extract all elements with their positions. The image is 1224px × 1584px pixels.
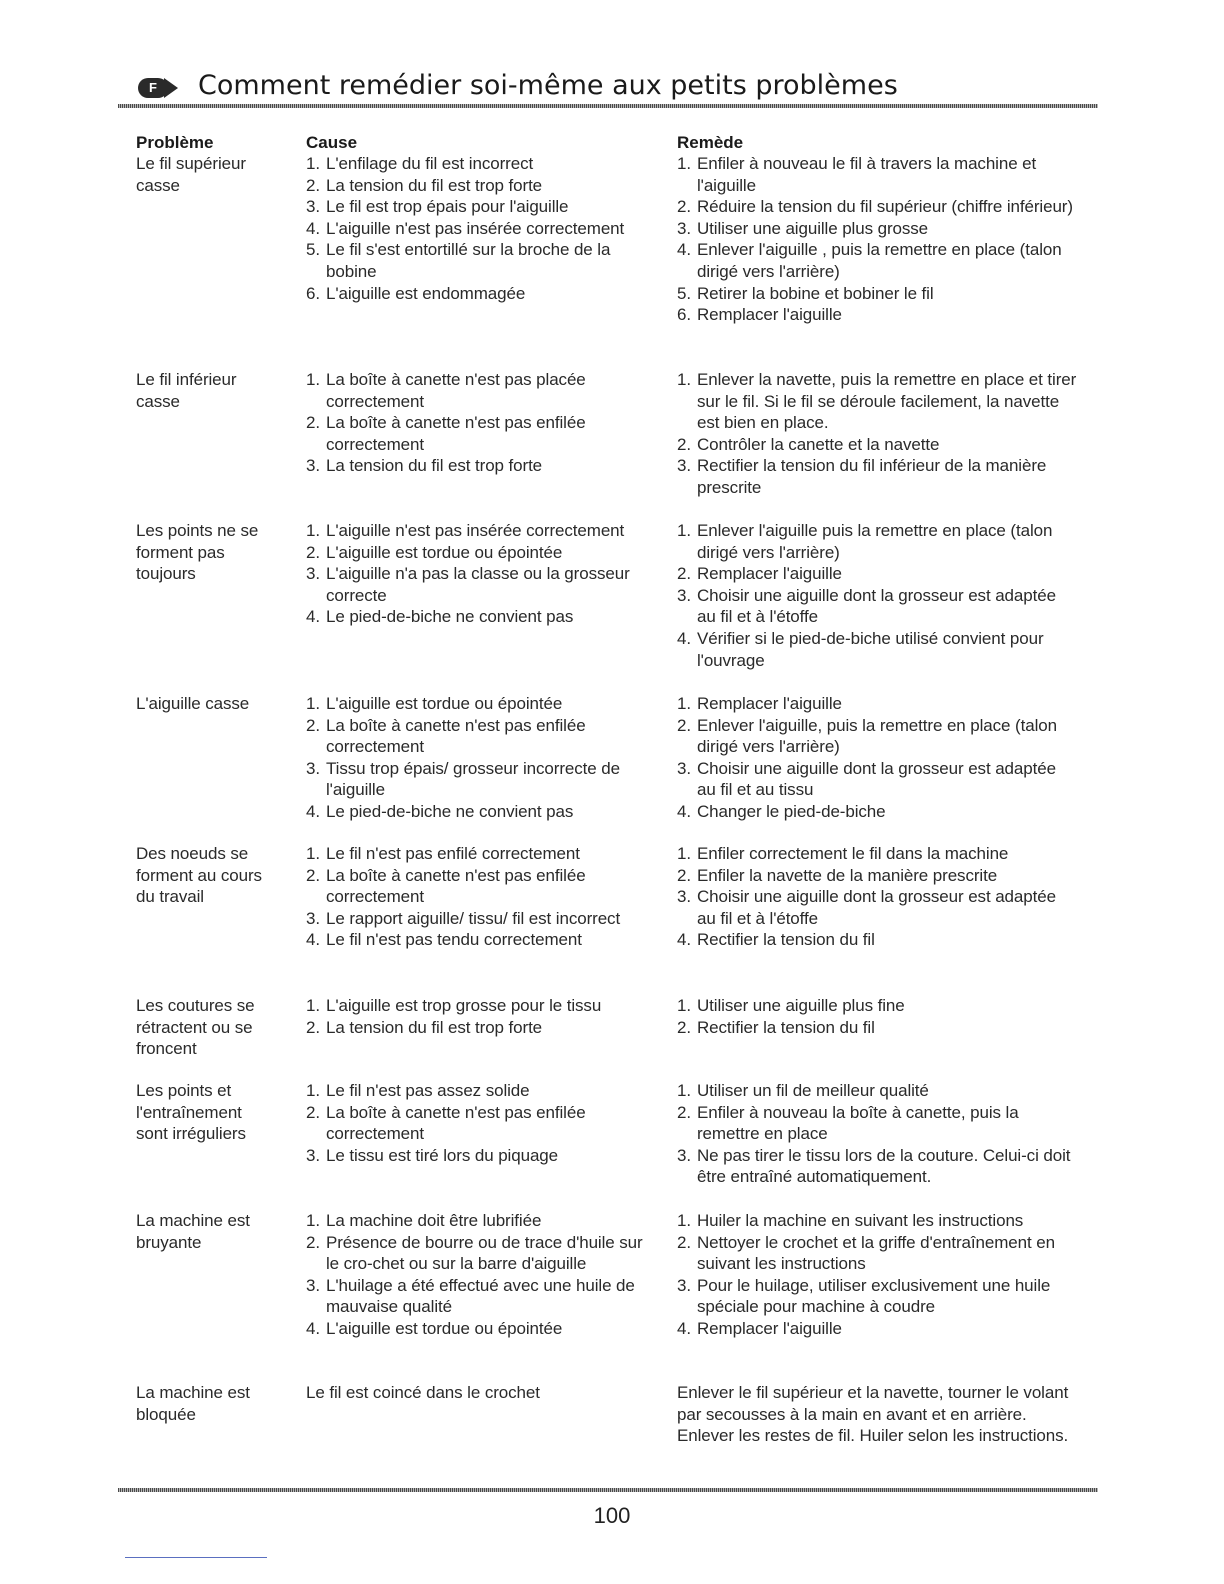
cause-item — [306, 1102, 648, 1145]
cause-item — [306, 218, 648, 240]
remede-text: Rectifier la tension du fil — [697, 930, 875, 950]
remede-text: Enfiler à nouveau la boîte à canette, puis la remettre en place — [697, 1102, 1019, 1144]
cause-text: Le fil est coincé dans le crochet — [306, 1383, 540, 1402]
item-number: 3. — [306, 197, 320, 217]
cause-text: La boîte à canette n'est pas enfilée correctement — [326, 1102, 586, 1144]
cause-list — [306, 1080, 648, 1166]
problem-label: Les coutures se rétractent ou se froncent — [136, 996, 255, 1059]
item-number: 3. — [306, 1145, 320, 1165]
item-number: 1. — [306, 694, 320, 713]
item-number: 1. — [306, 370, 320, 389]
cause-text: La tension du fil est trop forte — [326, 1017, 543, 1037]
cause-item — [306, 1210, 648, 1232]
remede-item — [677, 369, 1079, 434]
remede-list — [677, 1080, 1079, 1188]
item-number: 3. — [677, 456, 691, 476]
cause-item — [306, 196, 648, 218]
remede-item — [677, 929, 1079, 951]
language-badge-icon: F — [138, 78, 168, 98]
problem-label: Des noeuds se forment au cours du travail — [136, 844, 262, 907]
cause-item — [306, 455, 648, 477]
cause-text: Le fil n'est pas assez solide — [326, 1081, 530, 1100]
item-number: 3. — [306, 908, 320, 928]
remede-item — [677, 1080, 1079, 1102]
remede-text: Vérifier si le pied-de-biche utilisé convient pour l'ouvrage — [697, 628, 1044, 670]
remede-item — [677, 1232, 1079, 1275]
cause-text: Le fil est trop épais pour l'aiguille — [326, 197, 569, 217]
remede-item — [677, 1275, 1079, 1318]
cause-text: L'aiguille est tordue ou épointée — [326, 694, 563, 713]
cause-text: La tension du fil est trop forte — [326, 456, 543, 476]
cause-text: Présence de bourre ou de trace d'huile sur le cro-chet ou sur la barre d'aiguille — [326, 1232, 643, 1274]
item-number: 2. — [677, 1232, 691, 1252]
item-number: 1. — [677, 370, 691, 389]
remede-text: Remplacer l'aiguille — [697, 564, 842, 584]
item-number: 6. — [306, 283, 320, 303]
item-number: 3. — [677, 1275, 691, 1295]
remede-item — [677, 563, 1079, 585]
item-number: 1. — [306, 154, 320, 173]
item-number: 2. — [306, 542, 320, 562]
remede-item — [677, 628, 1079, 671]
cause-item — [306, 995, 648, 1017]
cause-item — [306, 563, 648, 606]
cause-text: L'aiguille n'a pas la classe ou la grosseur correcte — [326, 564, 630, 605]
cause-item — [306, 412, 648, 455]
remede-list — [677, 369, 1079, 499]
remede-item — [677, 693, 1079, 715]
item-number: 3. — [306, 758, 320, 778]
remede-text: Utiliser un fil de meilleur qualité — [697, 1081, 929, 1100]
remede-text: Enfiler correctement le fil dans la machine — [697, 844, 1009, 863]
footer-line — [125, 1557, 267, 1558]
item-number: 2. — [677, 564, 691, 584]
item-number: 2. — [677, 197, 691, 217]
remede-item — [677, 843, 1079, 865]
cause-item — [306, 1318, 648, 1340]
item-number: 1. — [677, 996, 691, 1015]
remede-text: Enfiler à nouveau le fil à travers la machine et l'aiguille — [697, 154, 1037, 195]
remede-text: Enlever l'aiguille , puis la remettre en place (talon dirigé vers l'arrière) — [697, 240, 1062, 281]
cause-text: L'aiguille est trop grosse pour le tissu — [326, 996, 602, 1015]
item-number: 2. — [677, 1017, 691, 1037]
remede-item — [677, 218, 1079, 240]
remede-text: Ne pas tirer le tissu lors de la couture. Celui-ci doit être entraîné automatiquement. — [697, 1145, 1071, 1187]
remede-item — [677, 434, 1079, 456]
cause-item — [306, 520, 648, 542]
item-number: 1. — [306, 844, 320, 863]
cause-list — [306, 520, 648, 628]
item-number: 4. — [306, 930, 320, 950]
cause-text: L'aiguille n'est pas insérée correctement — [326, 218, 625, 238]
cause-text: La boîte à canette n'est pas enfilée correctement — [326, 865, 586, 907]
remede-item — [677, 865, 1079, 887]
cause-text: Le pied-de-biche ne convient pas — [326, 801, 574, 821]
cause-text: Le tissu est tiré lors du piquage — [326, 1145, 559, 1165]
remede-text: Enlever la navette, puis la remettre en place et tirer sur le fil. Si le fil se déroule facilement, la navette est bien en place. — [697, 370, 1077, 433]
item-number: 1. — [677, 154, 691, 173]
remede-item — [677, 886, 1079, 929]
cause-item — [306, 542, 648, 564]
problem-label: Le fil inférieur casse — [136, 370, 237, 411]
item-number: 4. — [306, 607, 320, 627]
cause-item — [306, 1232, 648, 1275]
cause-text: Le pied-de-biche ne convient pas — [326, 607, 574, 627]
cause-text: Le fil n'est pas tendu correctement — [326, 930, 582, 950]
cause-text: L'aiguille n'est pas insérée correctement — [326, 521, 625, 540]
cause-item — [306, 153, 648, 175]
remede-item — [677, 283, 1079, 305]
item-number: 4. — [677, 1318, 691, 1338]
item-number: 2. — [306, 1017, 320, 1037]
remede-item — [677, 758, 1079, 801]
remede-text: Remplacer l'aiguille — [697, 1318, 842, 1338]
item-number: 4. — [306, 801, 320, 821]
cause-item — [306, 606, 648, 628]
item-number: 2. — [306, 715, 320, 735]
cause-text: Le rapport aiguille/ tissu/ fil est incorrect — [326, 908, 621, 928]
cause-text: Tissu trop épais/ grosseur incorrecte de l'aiguille — [326, 758, 620, 800]
cause-item — [306, 1275, 648, 1318]
cause-item — [306, 1017, 648, 1039]
remede-list — [677, 843, 1079, 951]
cause-text: L'huilage a été effectué avec une huile de mauvaise qualité — [326, 1275, 635, 1317]
item-number: 2. — [677, 865, 691, 885]
item-number: 4. — [677, 240, 691, 260]
item-number: 4. — [677, 801, 691, 821]
item-number: 1. — [677, 694, 691, 713]
remede-text: Retirer la bobine et bobiner le fil — [697, 283, 934, 303]
cause-list — [306, 369, 648, 477]
cause-list — [306, 693, 648, 823]
remede-item — [677, 1145, 1079, 1188]
cause-list — [306, 843, 648, 951]
remede-text: Remplacer l'aiguille — [697, 694, 842, 713]
cause-item — [306, 865, 648, 908]
remede-item — [677, 520, 1079, 563]
item-number: 2. — [306, 1232, 320, 1252]
item-number: 5. — [306, 240, 320, 260]
remede-item — [677, 995, 1079, 1017]
item-number: 2. — [306, 175, 320, 195]
remede-text: Réduire la tension du fil supérieur (chiffre inférieur) — [697, 197, 1073, 217]
remede-text: Pour le huilage, utiliser exclusivement une huile spéciale pour machine à coudre — [697, 1275, 1051, 1317]
cause-item — [306, 1145, 648, 1167]
cause-text: L'aiguille est tordue ou épointée — [326, 1318, 563, 1338]
remede-item — [677, 1017, 1079, 1039]
cause-item — [306, 175, 648, 197]
cause-item — [306, 929, 648, 951]
column-header-probleme: Problème — [136, 133, 214, 152]
cause-item — [306, 758, 648, 801]
item-number: 1. — [677, 1081, 691, 1100]
item-number: 6. — [677, 305, 691, 325]
item-number: 2. — [306, 1102, 320, 1122]
item-number: 4. — [306, 1318, 320, 1338]
remede-item — [677, 153, 1079, 196]
item-number: 3. — [677, 758, 691, 778]
item-number: 3. — [677, 887, 691, 907]
remede-text: Rectifier la tension du fil inférieur de la manière prescrite — [697, 456, 1047, 497]
item-number: 4. — [677, 628, 691, 648]
item-number: 1. — [677, 521, 691, 540]
item-number: 2. — [306, 865, 320, 885]
column-header-remede: Remède — [677, 133, 744, 152]
remede-item — [677, 1102, 1079, 1145]
cause-item — [306, 801, 648, 823]
remede-text: Enlever le fil supérieur et la navette, tourner le volant par secousses à la main en avant et en arrière. Enlever les restes de fil. Huiler selon les instructions. — [677, 1383, 1069, 1446]
cause-text: L'aiguille est endommagée — [326, 283, 526, 303]
remede-list — [677, 1210, 1079, 1340]
item-number: 3. — [677, 218, 691, 238]
remede-text: Rectifier la tension du fil — [697, 1017, 875, 1037]
remede-list — [677, 153, 1079, 326]
problem-label: L'aiguille casse — [136, 694, 250, 713]
remede-text: Enfiler la navette de la manière prescrite — [697, 865, 998, 885]
remede-text: Changer le pied-de-biche — [697, 801, 886, 821]
problem-label: Le fil supérieur casse — [136, 154, 246, 195]
item-number: 2. — [677, 434, 691, 454]
cause-text: La machine doit être lubrifiée — [326, 1211, 542, 1230]
item-number: 3. — [677, 585, 691, 605]
remede-item — [677, 801, 1079, 823]
cause-item — [306, 239, 648, 282]
cause-text: Le fil n'est pas enfilé correctement — [326, 844, 580, 863]
remede-item — [677, 1318, 1079, 1340]
remede-item — [677, 715, 1079, 758]
item-number: 4. — [677, 930, 691, 950]
remede-item — [677, 1210, 1079, 1232]
cause-list — [306, 1210, 648, 1340]
remede-text: Contrôler la canette et la navette — [697, 434, 940, 454]
item-number: 1. — [677, 1211, 691, 1230]
column-header-cause: Cause — [306, 133, 358, 152]
item-number: 3. — [306, 1275, 320, 1295]
page-title: Comment remédier soi-même aux petits problèmes — [198, 70, 898, 101]
item-number: 2. — [306, 413, 320, 433]
page-number: 100 — [593, 1503, 631, 1528]
item-number: 3. — [306, 456, 320, 476]
cause-item — [306, 715, 648, 758]
cause-list — [306, 153, 648, 304]
remede-text: Choisir une aiguille dont la grosseur est adaptée au fil et au tissu — [697, 758, 1056, 800]
item-number: 4. — [306, 218, 320, 238]
item-number: 1. — [306, 521, 320, 540]
item-number: 3. — [306, 564, 320, 584]
cause-item — [306, 283, 648, 305]
cause-text: La tension du fil est trop forte — [326, 175, 543, 195]
cause-text: La boîte à canette n'est pas enfilée correctement — [326, 413, 586, 454]
item-number: 1. — [677, 844, 691, 863]
remede-item — [677, 196, 1079, 218]
cause-text: La boîte à canette n'est pas placée correctement — [326, 370, 586, 411]
cause-item — [306, 908, 648, 930]
cause-item — [306, 369, 648, 412]
remede-text: Nettoyer le crochet et la griffe d'entraînement en suivant les instructions — [697, 1232, 1055, 1274]
remede-text: Enlever l'aiguille, puis la remettre en place (talon dirigé vers l'arrière) — [697, 715, 1057, 757]
cause-item — [306, 1080, 648, 1102]
problem-label: La machine est bloquée — [136, 1383, 250, 1424]
remede-text: Utiliser une aiguille plus fine — [697, 996, 905, 1015]
item-number: 3. — [677, 1145, 691, 1165]
item-number: 1. — [306, 1211, 320, 1230]
remede-text: Enlever l'aiguille puis la remettre en place (talon dirigé vers l'arrière) — [697, 521, 1053, 562]
footer-divider — [118, 1488, 1098, 1492]
remede-text: Remplacer l'aiguille — [697, 305, 842, 325]
item-number: 5. — [677, 283, 691, 303]
cause-list — [306, 995, 648, 1038]
remede-item — [677, 304, 1079, 326]
item-number: 2. — [677, 715, 691, 735]
problem-label: La machine est bruyante — [136, 1211, 250, 1252]
remede-item — [677, 239, 1079, 282]
remede-text: Choisir une aiguille dont la grosseur est adaptée au fil et à l'étoffe — [697, 887, 1056, 928]
remede-text: Huiler la machine en suivant les instructions — [697, 1211, 1024, 1230]
problem-label: Les points ne se forment pas toujours — [136, 521, 259, 584]
cause-text: L'enfilage du fil est incorrect — [326, 154, 534, 173]
cause-text: Le fil s'est entortillé sur la broche de la bobine — [326, 240, 611, 281]
item-number: 2. — [677, 1102, 691, 1122]
remede-list — [677, 693, 1079, 823]
remede-item — [677, 455, 1079, 498]
cause-text: L'aiguille est tordue ou épointée — [326, 542, 563, 562]
remede-item — [677, 585, 1079, 628]
problem-label: Les points et l'entraînement sont irréguliers — [136, 1081, 246, 1144]
cause-item — [306, 843, 648, 865]
item-number: 1. — [306, 996, 320, 1015]
cause-text: La boîte à canette n'est pas enfilée correctement — [326, 715, 586, 757]
remede-text: Choisir une aiguille dont la grosseur est adaptée au fil et à l'étoffe — [697, 585, 1056, 627]
cause-item — [306, 693, 648, 715]
remede-list — [677, 995, 1079, 1038]
remede-text: Utiliser une aiguille plus grosse — [697, 218, 929, 238]
remede-list — [677, 520, 1079, 671]
item-number: 1. — [306, 1081, 320, 1100]
